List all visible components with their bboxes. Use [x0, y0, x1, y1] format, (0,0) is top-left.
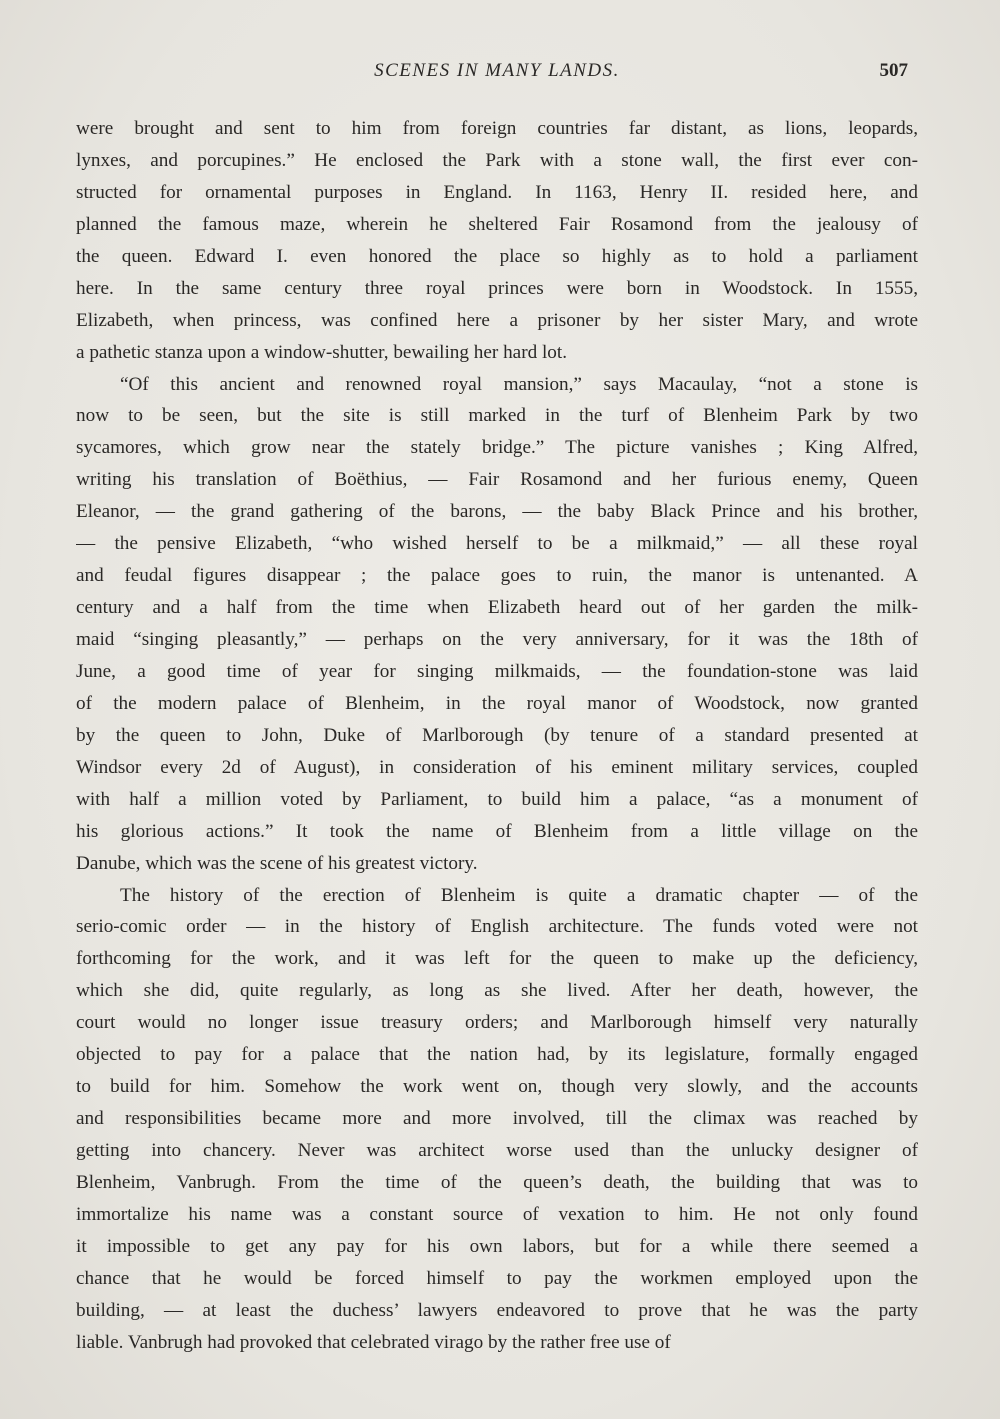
page-number: 507 [879, 60, 908, 81]
text-line: which she did, quite regularly, as long as she lived. After her death, however, the [76, 980, 918, 1002]
text-line: now to be seen, but the site is still marked in the turf of Blenheim Park by two [76, 405, 918, 427]
paragraph [76, 369, 918, 880]
text-line: objected to pay for a palace that the nation had, by its legislature, formally engaged [76, 1044, 918, 1066]
text-line: — the pensive Elizabeth, “who wished herself to be a milkmaid,” — all these royal [76, 533, 918, 555]
paragraph [76, 880, 918, 1359]
text-line: Danube, which was the scene of his greatest victory. [76, 852, 478, 874]
text-line: The history of the erection of Blenheim is quite a dramatic chapter — of the [120, 884, 918, 906]
text-line: a pathetic stanza upon a window-shutter, bewailing her hard lot. [76, 341, 568, 363]
text-line: with half a million voted by Parliament, to build him a palace, “as a monument of [76, 788, 918, 810]
paragraph [76, 113, 918, 369]
text-line: immortalize his name was a constant source of vexation to him. He not only found [76, 1203, 918, 1225]
text-line: were brought and sent to him from foreign countries far distant, as lions, leopards, [76, 118, 918, 139]
text-line: of the modern palace of Blenheim, in the royal manor of Woodstock, now granted [76, 692, 918, 714]
text-line: serio-comic order — in the history of English architecture. The funds voted were not [76, 916, 918, 938]
text-line: chance that he would be forced himself to pay the workmen employed upon the [76, 1267, 918, 1289]
text-line: lynxes, and porcupines.” He enclosed the Park with a stone wall, the first ever con- [76, 149, 918, 171]
text-line: sycamores, which grow near the stately bridge.” The picture vanishes ; King Alfred, [76, 437, 918, 459]
body-text [76, 113, 918, 1359]
text-line: and responsibilities became more and more involved, till the climax was reached by [76, 1108, 918, 1130]
text-line: getting into chancery. Never was architect worse used than the unlucky designer of [76, 1140, 918, 1161]
text-line: planned the famous maze, wherein he sheltered Fair Rosamond from the jealousy of [76, 213, 918, 235]
text-line: June, a good time of year for singing milkmaids, — the foundation-stone was laid [76, 660, 918, 682]
text-line: structed for ornamental purposes in England. In 1163, Henry II. resided here, and [76, 181, 918, 203]
text-line: here. In the same century three royal princes were born in Woodstock. In 1555, [76, 277, 918, 299]
text-line: Elizabeth, when princess, was confined here a prisoner by her sister Mary, and wrote [76, 309, 918, 331]
text-line: building, — at least the duchess’ lawyers endeavored to prove that he was the party [76, 1299, 918, 1321]
text-line: Windsor every 2d of August), in consideration of his eminent military services, coupled [76, 756, 918, 778]
text-line: to build for him. Somehow the work went on, though very slowly, and the accounts [76, 1076, 918, 1098]
running-head [76, 60, 918, 90]
text-line: maid “singing pleasantly,” — perhaps on the very anniversary, for it was the 18th of [76, 629, 918, 650]
text-line: liable. Vanbrugh had provoked that celebrated virago by the rather free use of [76, 1331, 671, 1353]
text-line: it impossible to get any pay for his own labors, but for a while there seemed a [76, 1235, 918, 1257]
text-line: Blenheim, Vanbrugh. From the time of the queen’s death, the building that was to [76, 1171, 918, 1193]
text-line: court would no longer issue treasury orders; and Marlborough himself very naturally [76, 1012, 918, 1034]
text-line: Eleanor, — the grand gathering of the barons, — the baby Black Prince and his brother, [76, 501, 918, 523]
text-line: forthcoming for the work, and it was left for the queen to make up the deficiency, [76, 948, 918, 970]
text-line: “Of this ancient and renowned royal mansion,” says Macaulay, “not a stone is [120, 373, 918, 395]
running-title: SCENES IN MANY LANDS. [374, 60, 620, 81]
text-line: by the queen to John, Duke of Marlborough (by tenure of a standard presented at [76, 724, 918, 746]
text-line: century and a half from the time when Elizabeth heard out of her garden the milk- [76, 597, 918, 619]
text-line: and feudal figures disappear ; the palace goes to ruin, the manor is untenanted. A [76, 565, 918, 587]
text-line: writing his translation of Boëthius, — Fair Rosamond and her furious enemy, Queen [76, 469, 918, 491]
text-line: the queen. Edward I. even honored the place so highly as to hold a parliament [76, 245, 918, 267]
text-line: his glorious actions.” It took the name of Blenheim from a little village on the [76, 820, 918, 842]
